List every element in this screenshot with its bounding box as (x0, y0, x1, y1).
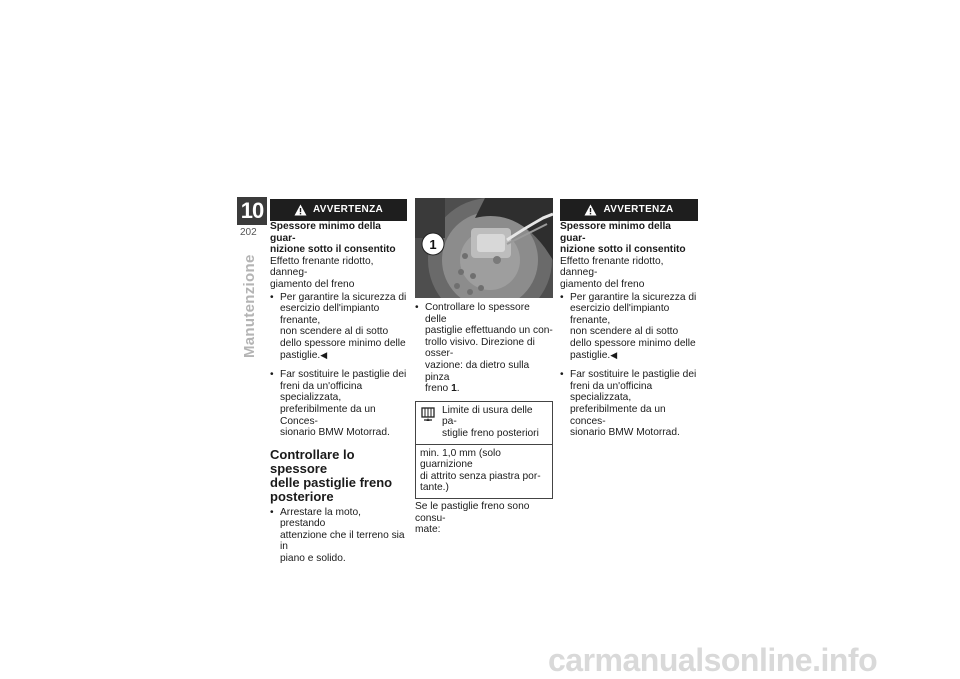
warning-banner (270, 199, 407, 221)
list-item: • Arrestare la moto, prestando attenzione che il terreno sia in piano e solido. (270, 506, 405, 565)
warning-triangle-icon (584, 204, 597, 216)
warning-triangle-icon (294, 204, 307, 216)
warning-intro: Effetto frenante ridotto, danneg- giamento del freno (560, 255, 664, 290)
warning-label: AVVERTENZA (312, 204, 384, 216)
column-1 (270, 199, 407, 565)
warning-intro: Effetto frenante ridotto, danneg- giamento del freno (270, 255, 374, 290)
chapter-number: 10 (237, 197, 267, 225)
warning-banner (560, 199, 698, 221)
list-item: • Far sostituire le pastiglie dei freni da un'officina specializzata, preferibilmente da un conces- sionario BMW Motorrad. (560, 369, 697, 439)
brake-caliper-photo (415, 198, 553, 298)
end-mark-icon: ◀ (320, 349, 328, 360)
end-mark-icon: ◀ (610, 349, 618, 360)
wear-limit-header (416, 402, 552, 445)
list-item: • Controllare lo spessore delle pastiglie effettuando un con- trollo visivo. Direzione di osser- vazione: da dietro sulla pinza freno 1. (415, 302, 553, 395)
warning-label: AVVERTENZA (603, 204, 674, 216)
list-item: • Per garantire la sicurezza di esercizio dell'impianto frenante, non scendere al di sotto dello spessore minimo delle pastiglie.◀ (270, 291, 407, 361)
wear-limit-title: Limite di usura delle pa- stiglie freno posteriori (442, 404, 539, 439)
warning-title: Spessore minimo della guar- nizione sotto il consentito (560, 221, 686, 256)
section-title: Manutenzione (241, 254, 258, 358)
watermark: carmanualsonline.info (548, 642, 878, 678)
photo-callout: 1 (429, 237, 437, 252)
list-item: • Far sostituire le pastiglie dei freni da un'officina specializzata, preferibilmente da un Conces- sionario BMW Motorrad. (270, 369, 407, 439)
column-2 (415, 198, 553, 536)
list-item: • Per garantire la sicurezza di esercizio dell'impianto frenante, non scendere al di sotto dello spessore minimo delle pastiglie.◀ (560, 291, 697, 361)
warning-title: Spessore minimo della guar- nizione sotto il consentito (270, 221, 396, 256)
section-heading: Controllare lo spessore delle pastiglie freno posteriore (270, 446, 393, 504)
worn-pads-text: Se le pastiglie freno sono consu- mate: (415, 500, 530, 536)
page-number: 202 (240, 227, 257, 238)
brake-caliper-image (415, 198, 553, 298)
column-3 (560, 199, 698, 439)
wear-limit-box (415, 401, 553, 499)
brake-pad-icon (420, 405, 436, 425)
wear-limit-value: min. 1,0 mm (solo guarnizione di attrito senza piastra por- tante.) (420, 447, 541, 494)
